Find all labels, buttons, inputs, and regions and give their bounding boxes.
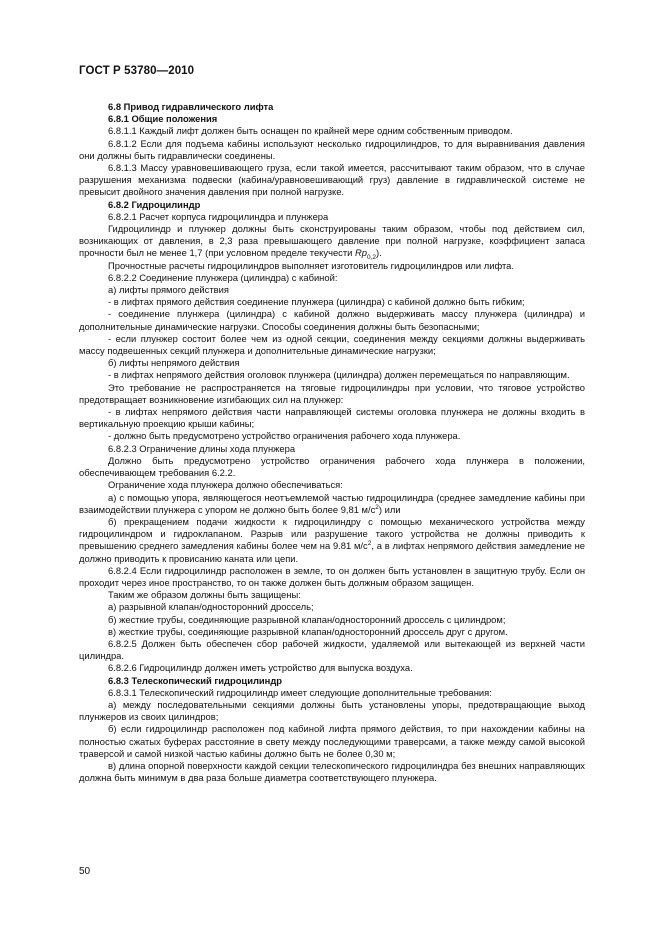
paragraph: Таким же образом должны быть защищены: — [108, 589, 301, 601]
page-number: 50 — [79, 866, 91, 877]
paragraph: Должно быть предусмотрено устройство ограничения рабочего хода плунжера в положении, обеспечивающем требования 6.2.2. — [79, 454, 585, 479]
section-heading: 6.8.1 Общие положения — [108, 113, 218, 125]
paragraph: Гидроцилиндр и плунжер должны быть сконструированы таким образом, чтобы под действием сил, возникающих от давления, в 2,3 раза превышающего давление при полной нагрузке, коэффициент запаса прочности был не менее 1,7 (при условном пределе текучести $Rp_{0,2}$). — [79, 223, 585, 262]
paragraph: 6.8.1.2 Если для подъема кабины используют несколько гидроцилиндров, то для выравнивания давления они должны быть гидравлически соединены. — [79, 137, 585, 161]
paragraph: а) лифты прямого действия — [108, 284, 229, 296]
paragraph: Прочностные расчеты гидроцилиндров выполняет изготовитель гидроцилиндров или лифта. — [108, 259, 514, 271]
paragraph: - соединение плунжера (цилиндра) с кабиной должно выдерживать массу плунжера (цилиндра) и дополнительные динамические нагрузки. Способы соединения должны быть безопасными; — [79, 308, 585, 332]
section-heading: 6.8.2 Гидроцилиндр — [108, 198, 201, 210]
paragraph: а) между последовательными секциями должны быть установлены упоры, предотвращающие выход плунжеров из своих цилиндров; — [79, 698, 585, 723]
paragraph: а) разрывной клапан/односторонний дроссель; — [108, 601, 314, 613]
paragraph: - в лифтах непрямого действия части направляющей системы оголовка плунжера не должны входить в вертикальную проекцию крыши кабины; — [79, 406, 585, 430]
paragraph: 6.8.1.3 Массу уравновешивающего груза, если такой имеется, рассчитывают таким образом, что в случае разрушения механизма подвески (кабина/уравновешивающий груз) давление в гидравлической системе не превысит двойного значения давления при полной нагрузке. — [79, 162, 585, 198]
paragraph: в) длина опорной поверхности каждой секции телескопического гидроцилиндра без внешних направляющих должна быть минимум в два раза больше диаметра соответствующего плунжера. — [79, 759, 585, 784]
paragraph: 6.8.1.1 Каждый лифт должен быть оснащен по крайней мере одним собственным приводом. — [108, 125, 513, 137]
paragraph: 6.8.2.6 Гидроцилиндр должен иметь устройство для выпуска воздуха. — [108, 662, 413, 674]
paragraph: - если плунжер состоит более чем из одной секции, соединения между секциями должны выдерживать массу подвешенных секций плунжера и дополнительные динамические нагрузки; — [79, 332, 585, 357]
section-heading: 6.8.3 Телескопический гидроцилиндр — [108, 674, 283, 686]
paragraph: а) с помощью упора, являющегося неотъемлемой частью гидроцилиндра (среднее замедление кабины при взаимодействии плунжера с упором не должно быть более 9,81 $м/с^2$) или — [79, 491, 585, 515]
paragraph: 6.8.2.4 Если гидроцилиндр расположен в земле, то он должен быть установлен в защитную трубу. Если он проходит через иное пространство, то он также должен быть должным образом защищен. — [79, 564, 585, 588]
paragraph: 6.8.2.2 Соединение плунжера (цилиндра) с кабиной: — [108, 271, 338, 283]
paragraph: - должно быть предусмотрено устройство ограничения рабочего хода плунжера. — [108, 430, 461, 442]
paragraph: 6.8.3.1 Телескопический гидроцилиндр имеет следующие дополнительные требования: — [108, 686, 492, 698]
paragraph: 6.8.2.1 Расчет корпуса гидроцилиндра и плунжера — [108, 210, 329, 222]
paragraph: 6.8.2.3 Ограничение длины хода плунжера — [108, 442, 296, 454]
paragraph: - в лифтах прямого действия соединение плунжера (цилиндра) с кабиной должно быть гибким; — [108, 296, 525, 308]
paragraph: б) если гидроцилиндр расположен под кабиной лифта прямого действия, то при нахождении кабины на полностью сжатых буферах расстояние в свету между последующими траверсами, а также между самой высокой траверсой и самой низкой частью кабины должно быть не более 0,30 м; — [79, 723, 585, 759]
paragraph: б) жесткие трубы, соединяющие разрывной клапан/односторонний дроссель с цилиндром; — [108, 613, 506, 625]
paragraph: б) лифты непрямого действия — [108, 357, 240, 369]
document-header: ГОСТ Р 53780—2010 — [79, 65, 195, 77]
paragraph: в) жесткие трубы, соединяющие разрывной клапан/односторонний дроссель друг с другом. — [108, 625, 508, 637]
paragraph: б) прекращением подачи жидкости к гидроцилиндру с помощью механического устройства между гидроцилиндром и гидроклапаном. Разрыв или разрушение такого устройства не должны приводить к превышению среднего замедления кабины более чем на 9.81 $м/с^2$, а в лифтах непрямого действия замедление не должно приводить к провисанию каната или цепи. — [79, 515, 585, 564]
paragraph: 6.8.2.5 Должен быть обеспечен сбор рабочей жидкости, удаляемой или вытекающей из верхней части цилиндра. — [79, 637, 585, 662]
document-body — [79, 96, 585, 784]
paragraph: - в лифтах непрямого действия оголовок плунжера (цилиндра) должен перемещаться по направляющим. — [108, 369, 570, 381]
paragraph: Ограничение хода плунжера должно обеспечиваться: — [108, 479, 343, 491]
section-heading: 6.8 Привод гидравлического лифта — [108, 101, 274, 112]
paragraph: Это требование не распространяется на тяговые гидроцилиндры при условии, что тяговое устройство предотвращает возникновение изгибающих сил на плунжер: — [79, 381, 585, 405]
